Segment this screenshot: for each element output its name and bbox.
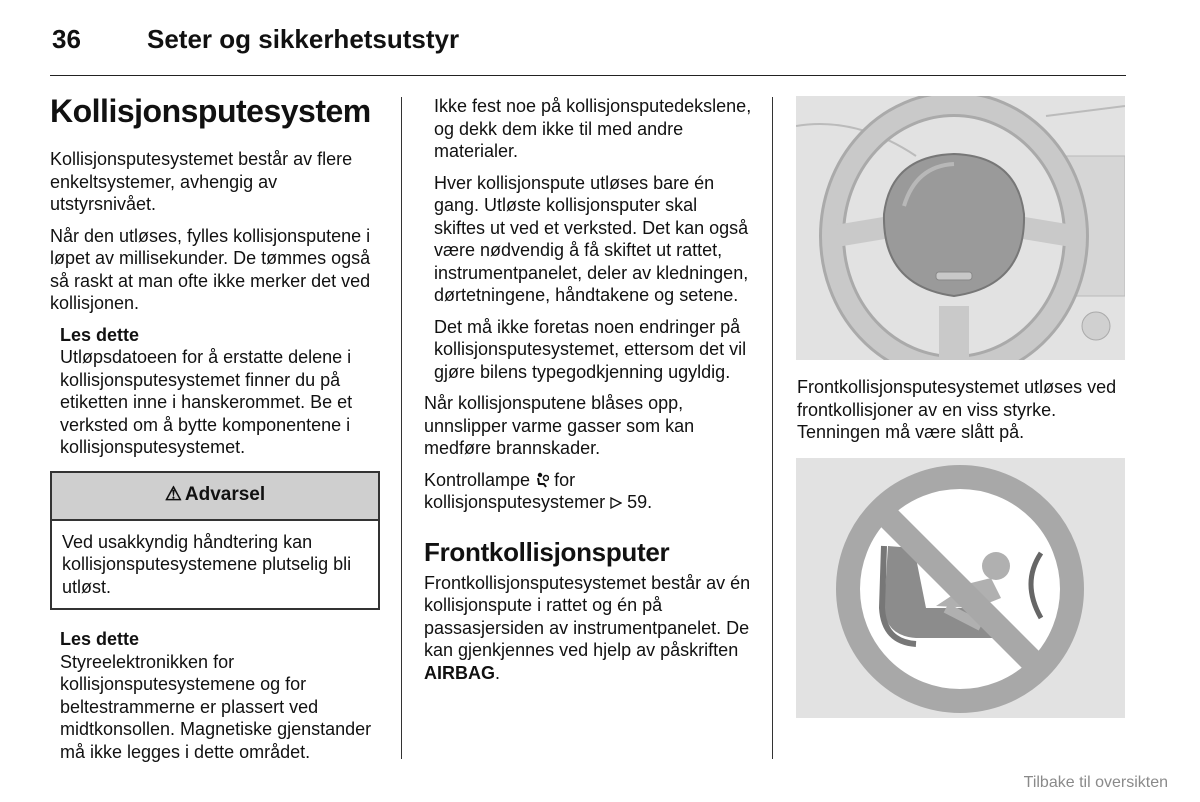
steering-wheel-figure <box>796 96 1125 360</box>
note-1-title: Les dette <box>60 324 140 345</box>
warning-header <box>52 473 378 521</box>
hot-gas-paragraph: Når kollisjonsputene blåses opp, unnslipper varme gasser som kan medføre brannskader. <box>424 393 695 458</box>
front-airbags-text: Frontkollisjonsputesystemet består av én kollisjonspute i rattet og én på passasjersiden av instrumentpanelet. De kan gjenkjennes ved hjelp av påskriften <box>424 572 751 660</box>
note-2-title: Les dette <box>60 629 140 649</box>
note-2-text: Styreelektronikken for kollisjonsputesystemene og for beltestrammerne er plassert ved midtkonsollen. Magnetiske gjenstander må ikke legges i dette området. <box>60 651 372 762</box>
note-1 <box>60 324 380 459</box>
back-to-overview-link[interactable]: Tilbake til oversikten <box>1023 774 1168 791</box>
front-airbags-heading: Frontkollisjonsputer <box>424 536 670 567</box>
deploy-paragraph: Når den utløses, fylles kollisjonsputene i løpet av millisekunder. De tømmes også så raskt at man ofte ikke merker det ved kollisjonen. <box>50 225 371 313</box>
airbag-label: AIRBAG <box>424 662 495 683</box>
warning-triangle-icon: ⚠ <box>164 484 182 506</box>
column-2 <box>424 95 752 693</box>
page-reference[interactable]: 59. <box>627 492 653 512</box>
main-heading: Kollisjonsputesystem <box>50 93 371 129</box>
single-use-paragraph: Hver kollisjonspute utløses bare én gang. Utløste kollisjonsputer skal skiftes ut ved et verksted. Det kan også være nødvendig å få skiftet ut rattet, instrumentpanelet, deler av kledningen, dørtetningene, håndtakene og setene. <box>434 172 749 305</box>
airbag-lamp-icon <box>535 470 554 490</box>
modification-paragraph: Det må ikke foretas noen endringer på kollisjonsputesystemet, ettersom det vil gjøre bilens typegodkjenning ugyldig. <box>434 316 747 382</box>
intro-paragraph: Kollisjonsputesystemet består av flere enkeltsystemer, avhengig av utstyrsnivået. <box>50 149 353 214</box>
control-lamp-middle: for kollisjonsputesystemer <box>424 469 606 512</box>
header-rule <box>50 75 1126 76</box>
control-lamp-paragraph <box>424 469 752 514</box>
page-reference-arrow-icon <box>610 492 627 512</box>
column-divider-1 <box>401 97 402 759</box>
front-airbags-paragraph <box>424 572 752 685</box>
column-divider-2 <box>772 97 773 759</box>
cover-paragraph: Ikke fest noe på kollisjonsputedekslene, og dekk dem ikke til med andre materialer. <box>434 96 752 161</box>
warning-title: Advarsel <box>184 484 266 506</box>
section-title: Seter og sikkerhetsutstyr <box>147 24 460 54</box>
no-child-seat-figure <box>796 458 1125 718</box>
front-airbags-end: . <box>495 662 501 683</box>
note-2 <box>60 628 380 763</box>
figure-caption: Frontkollisjonsputesystemet utløses ved frontkollisjoner av en viss styrke. Tenningen må være slått på. <box>797 377 1117 442</box>
note-1-text: Utløpsdatoeen for å erstatte delene i kollisjonsputesystemet finner du på etiketten inne i hanskerommet. Be et verksted om å bytte komponentene i kollisjonsputesystemet. <box>60 347 353 457</box>
warning-text: Ved usakkyndig håndtering kan kollisjonsputesystemene plutselig bli utløst. <box>62 531 352 597</box>
control-lamp-prefix: Kontrollampe <box>424 469 531 490</box>
warning-box <box>50 471 380 611</box>
column-1 <box>50 92 380 771</box>
page-number: 36 <box>52 24 81 54</box>
